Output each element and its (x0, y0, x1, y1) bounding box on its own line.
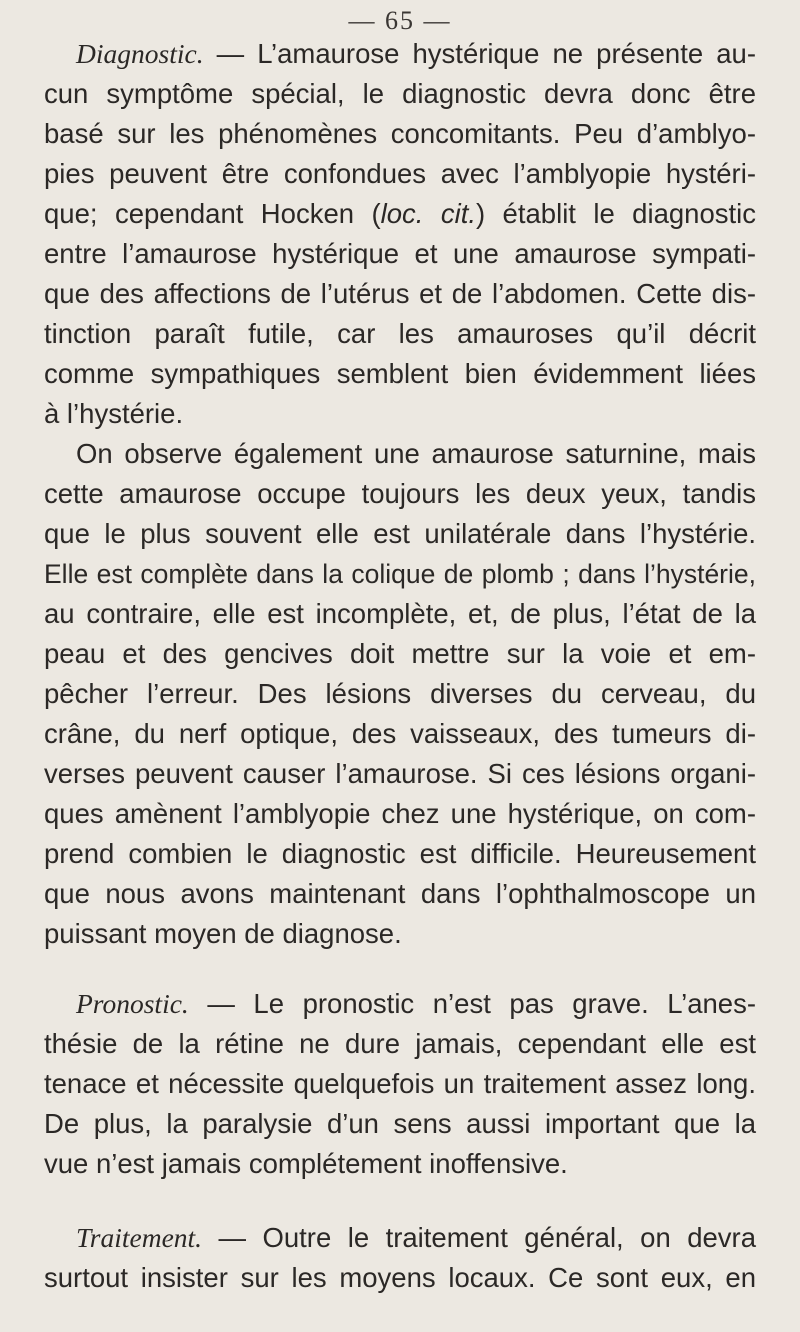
text-line: surtout insister sur les moyens locaux. Ce sont eux, en (44, 1262, 756, 1293)
line-text: — Outre le traitement général, on devra (202, 1222, 756, 1253)
text-line: prend combien le diagnostic est difficile. Heureusement (44, 838, 756, 869)
text-line: Elle est complète dans la colique de plomb ; dans l’hystérie, (44, 559, 756, 589)
text-line: basé sur les phénomènes concomitants. Peu d’amblyo- (44, 118, 756, 149)
text-line: thésie de la rétine ne dure jamais, cependant elle est (44, 1028, 756, 1059)
section-label-traitement: Traitement. (76, 1222, 203, 1253)
text-line: pêcher l’erreur. Des lésions diverses du cerveau, du (44, 678, 756, 709)
section-label-pronostic: Pronostic. (76, 988, 189, 1019)
text-line: que nous avons maintenant dans l’ophthalmoscope un (44, 878, 756, 909)
text-line: que des affections de l’utérus et de l’abdomen. Cette dis- (44, 278, 756, 309)
text-line: pies peuvent être confondues avec l’amblyopie hystéri- (44, 158, 756, 189)
text-line: puissant moyen de diagnose. (44, 918, 402, 949)
pronostic-section-body (44, 984, 756, 1184)
text-line: entre l’amaurose hystérique et une amaurose sympati- (44, 238, 756, 269)
text-line: peau et des gencives doit mettre sur la voie et em- (44, 638, 756, 669)
citation: loc. cit. (380, 198, 476, 229)
text-line: ques amènent l’amblyopie chez une hystérique, on com- (44, 798, 756, 829)
text-line: tinction paraît futile, car les amauroses qu’il décrit (44, 318, 756, 349)
text-line: au contraire, elle est incomplète, et, de plus, l’état de la (44, 598, 756, 629)
line-text: — Le pronostic n’est pas grave. L’anes- (188, 988, 756, 1019)
text-line: vue n’est jamais complétement inoffensive. (44, 1148, 568, 1179)
text-line: cun symptôme spécial, le diagnostic devra donc être (44, 78, 756, 109)
text-line: tenace et nécessite quelquefois un traitement assez long. (44, 1068, 756, 1099)
page-number: — 65 — (348, 6, 452, 35)
text-line: On observe également une amaurose saturnine, mais (76, 438, 756, 469)
traitement-section (44, 1218, 756, 1298)
text-line: De plus, la paralysie d’un sens aussi important que la (44, 1108, 756, 1139)
line-text: ) établit le diagnostic (475, 198, 757, 229)
text-line: à l’hystérie. (44, 398, 184, 429)
text-line: cette amaurose occupe toujours les deux yeux, tandis (44, 478, 756, 509)
text-line (44, 194, 756, 234)
text-line (44, 984, 756, 1024)
text-line: crâne, du nerf optique, des vaisseaux, des tumeurs di- (44, 718, 756, 749)
line-text: — L’amaurose hystérique ne présente au- (203, 38, 756, 69)
text-line (44, 34, 756, 74)
text-line: verses peuvent causer l’amaurose. Si ces lésions organi- (44, 758, 756, 789)
text-line: comme sympathiques semblent bien évidemment liées (44, 358, 756, 389)
text-line (44, 1218, 756, 1258)
line-text: que; cependant Hocken ( (44, 198, 381, 229)
text-line: que le plus souvent elle est unilatérale dans l’hystérie. (44, 518, 756, 549)
section-label-diagnostic: Diagnostic. (76, 38, 204, 69)
diagnostic-section (44, 34, 756, 954)
